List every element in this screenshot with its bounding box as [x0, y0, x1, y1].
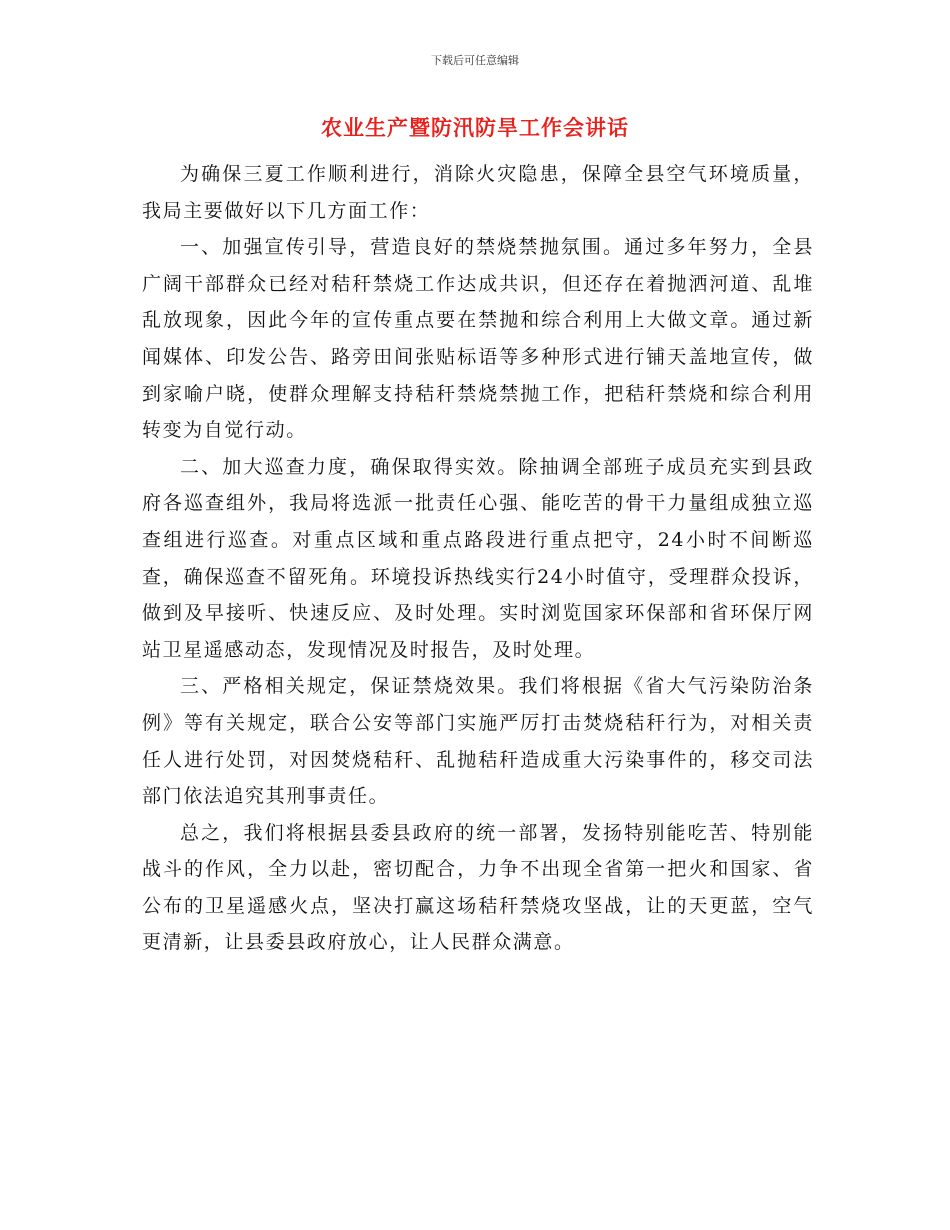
paragraph-section-2: 二、加大巡查力度，确保取得实效。除抽调全部班子成员充实到县政府各巡查组外，我局将选派一批责任心强、能吃苦的骨干力量组成独立巡查组进行巡查。对重点区域和重点路段进行重点把守，24小时不间断巡查，确保巡查不留死角。环境投诉热线实行24小时值守，受理群众投诉，做到及早接听、快速反应、及时处理。实时浏览国家环保部和省环保厅网站卫星遥感动态，发现情况及时报告，及时处理。: [142, 455, 814, 661]
paragraph-conclusion: 总之，我们将根据县委县政府的统一部署，发扬特别能吃苦、特别能战斗的作风，全力以赴，密切配合，力争不出现全省第一把火和国家、省公布的卫星遥感火点，坚决打赢这场秸秆禁烧攻坚战，让的天更蓝，空气更清新，让县委县政府放心，让人民群众满意。: [142, 821, 814, 954]
paragraph-intro: 为确保三夏工作顺利进行，消除火灾隐患，保障全县空气环境质量，我局主要做好以下几方面工作：: [142, 163, 814, 222]
document-body: [142, 156, 814, 961]
document-title: 农业生产暨防汛防旱工作会讲话: [321, 116, 629, 140]
paragraph-section-3: 三、严格相关规定，保证禁烧效果。我们将根据《省大气污染防治条例》等有关规定，联合公安等部门实施严厉打击焚烧秸秆行为，对相关责任人进行处罚，对因焚烧秸秆、乱抛秸秆造成重大污染事件的，移交司法部门依法追究其刑事责任。: [142, 675, 814, 808]
header-note: 下载后可任意编辑: [431, 54, 519, 67]
paragraph-section-1: 一、加强宣传引导，营造良好的禁烧禁抛氛围。通过多年努力，全县广阔干部群众已经对秸秆禁烧工作达成共识，但还存在着抛洒河道、乱堆乱放现象，因此今年的宣传重点要在禁抛和综合利用上大做文章。通过新闻媒体、印发公告、路旁田间张贴标语等多种形式进行铺天盖地宣传，做到家喻户晓，使群众理解支持秸秆禁烧禁抛工作，把秸秆禁烧和综合利用转变为自觉行动。: [142, 236, 814, 442]
